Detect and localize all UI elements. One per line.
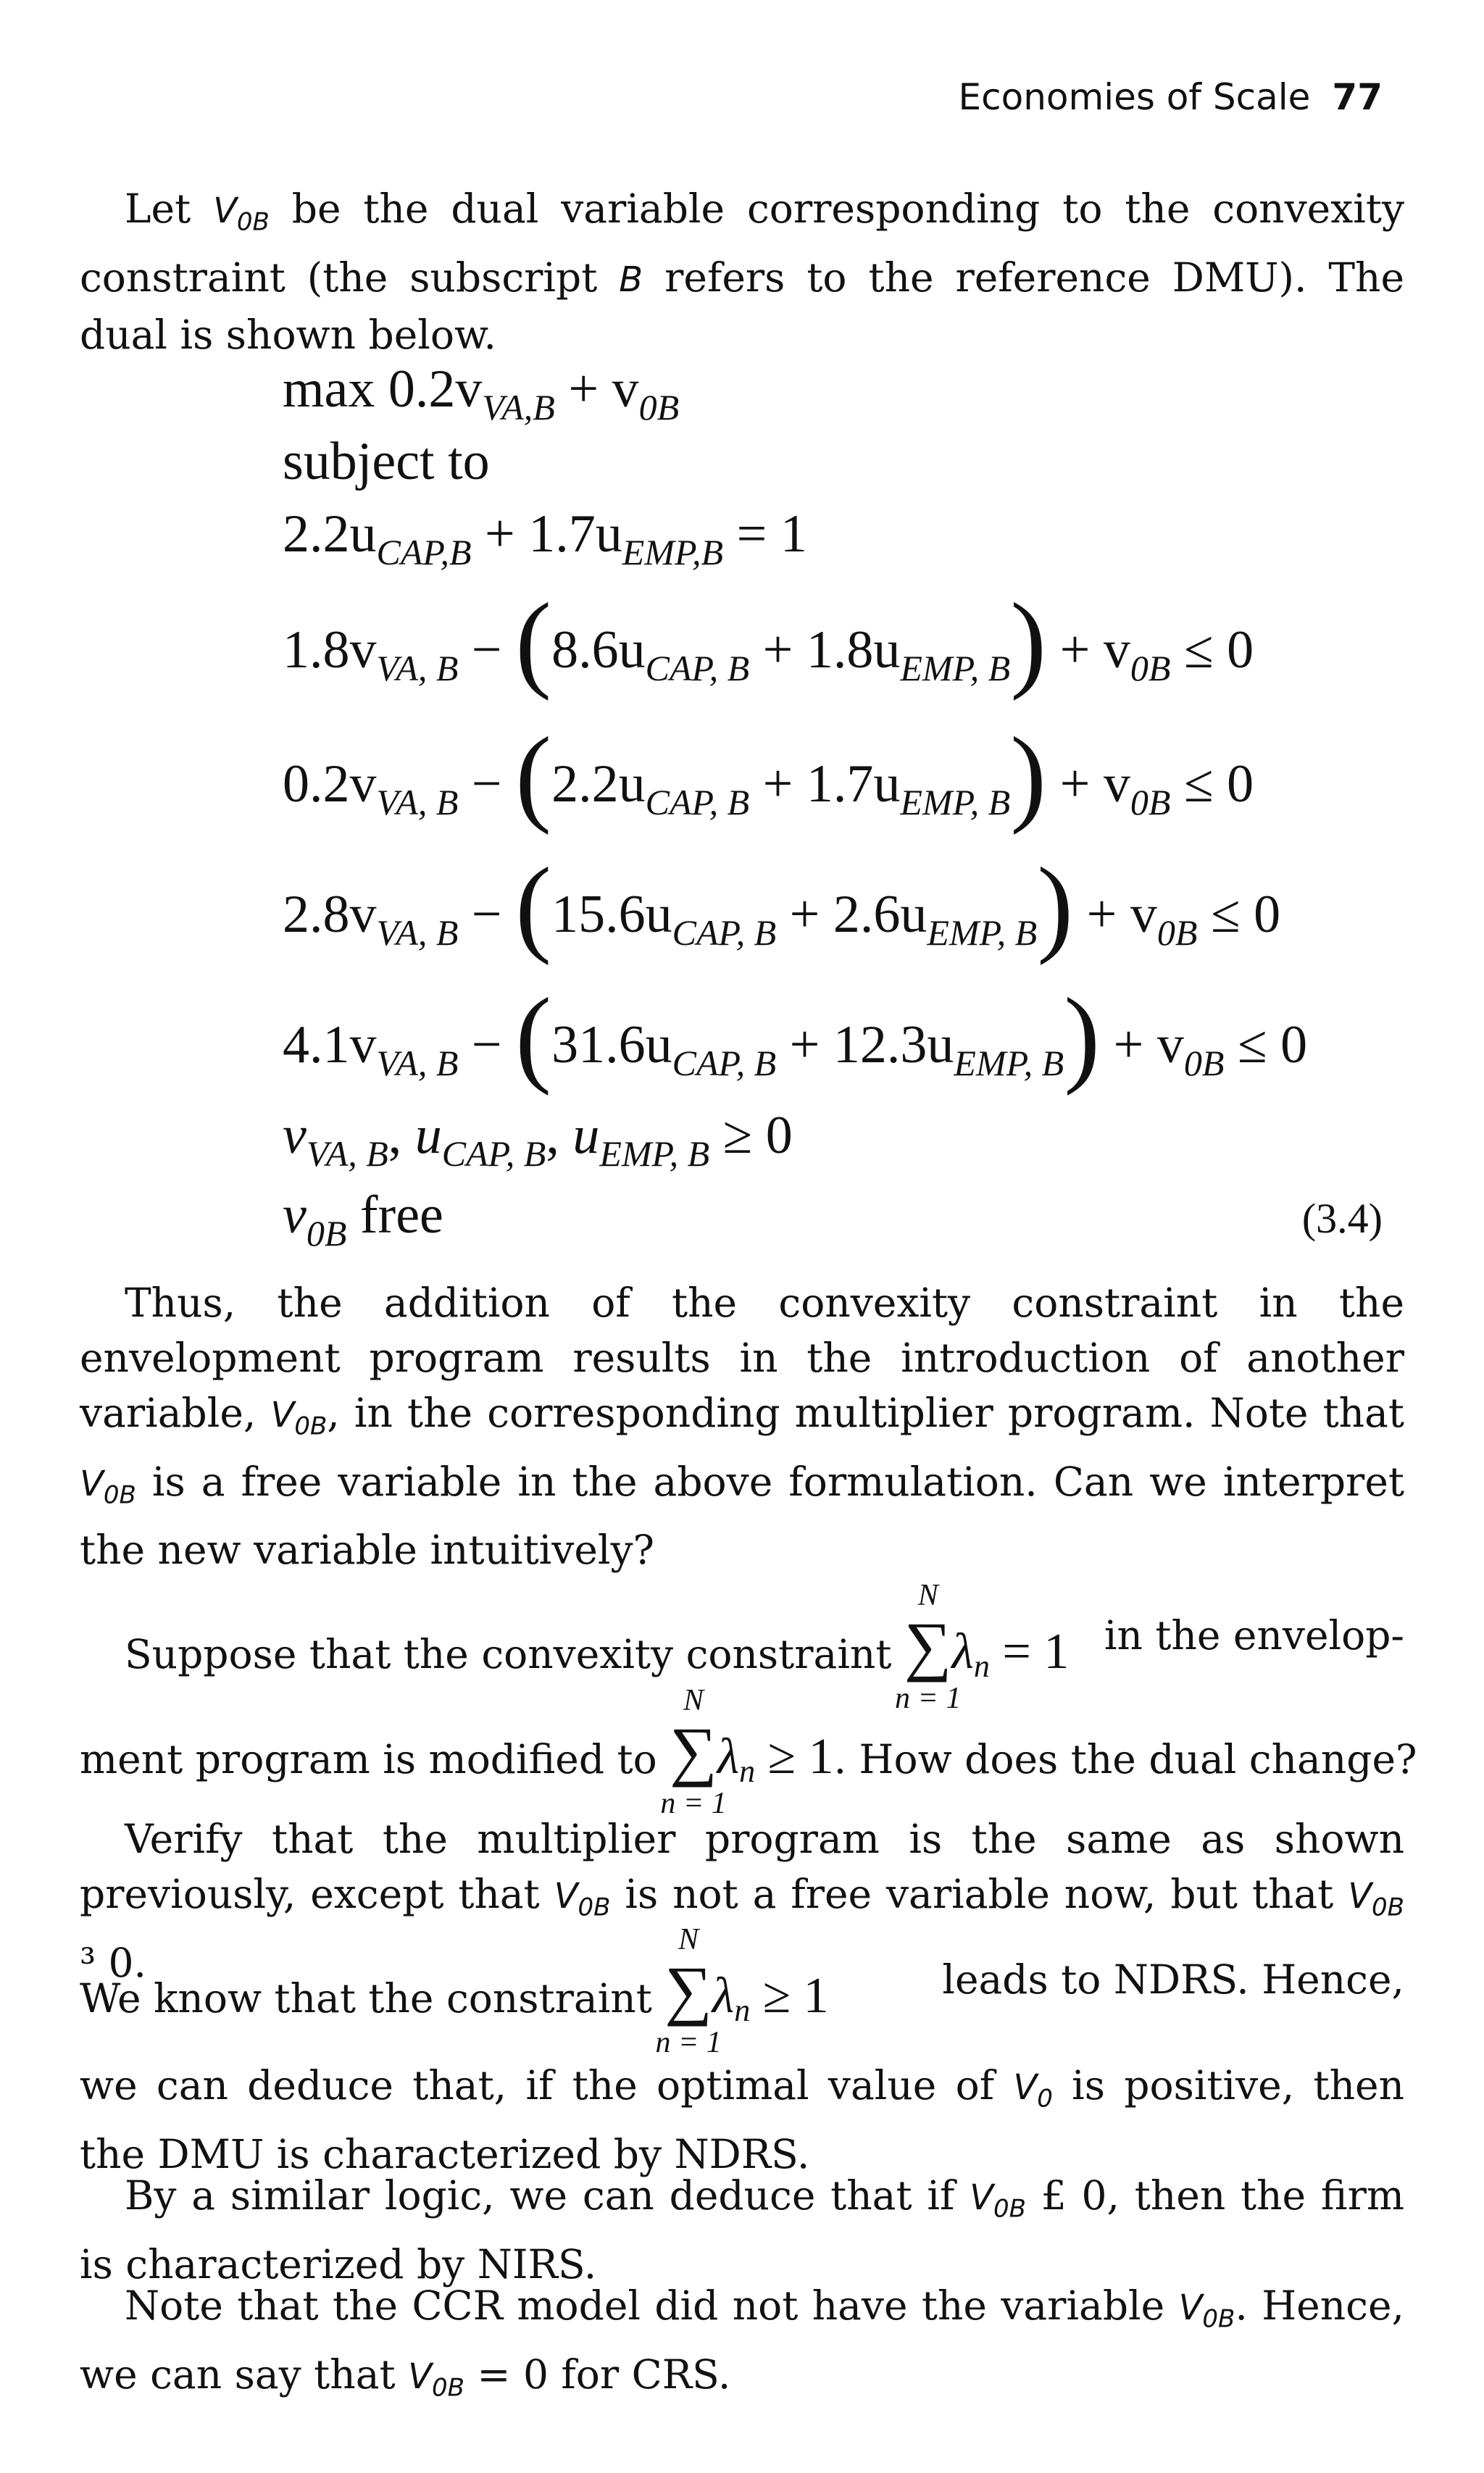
paragraph-convexity-line2: ment program is modified to ∑ N n = 1 $\lambda_n \ge 1$. How does the dual change? — [80, 1684, 1417, 1820]
free-variable-line: $v_{0B}$ free — [283, 1185, 443, 1254]
summation-symbol: ∑ N n = 1 — [660, 1684, 727, 1820]
running-head-title: Economies of Scale — [958, 76, 1311, 118]
constraint-row-1: $1.8v_{VA, B} - (8.6u_{CAP, B} + 1.8u_{EMP, B}) + v_{0B} \le 0$ — [283, 581, 1254, 701]
var-v0b: $V_{0B}$ — [213, 191, 270, 237]
constraint-row-3: $2.8v_{VA, B} - (15.6u_{CAP, B} + 2.6u_{EMP, B}) + v_{0B} \le 0$ — [283, 846, 1281, 966]
paragraph-crs: Note that the CCR model did not have the variable $V_{0B}$. Hence, we can say that $V_{0B} = 0$ for CRS. — [80, 2282, 1404, 2403]
paragraph-ndrs-conclusion: we can deduce that, if the optimal value of $V_0$ is positive, then the DMU is characterized by NDRS. — [80, 2062, 1405, 2177]
nonnegativity-constraint: $v_{VA, B}$, $u_{CAP, B}$, $u_{EMP, B} \ge 0$ — [283, 1106, 793, 1174]
paragraph-ndrs-constraint: We know that the constraint ∑ N n = 1 $\lambda_n \ge 1$ leads to NDRS. Hence, — [80, 1923, 1404, 2059]
summation-symbol: ∑ N n = 1 — [895, 1579, 962, 1715]
running-head — [959, 76, 1383, 118]
subject-to-label: subject to — [283, 432, 490, 491]
paragraph-interpretation: Thus, the addition of the convexity constraint in the envelopment program results in the introduction of another variable, $V_{0B}$, in the corresponding multiplier program. Note that $V_{0B}$ is a free variable in the above formulation. Can we interpret the new variable intuitively? — [80, 1280, 1404, 1574]
paragraph-convexity-line1: Suppose that the convexity constraint ∑ N n = 1 $\lambda_n = 1$ in the envelop- — [125, 1579, 1404, 1715]
paragraph-intro: Let $V_{0B}$ be the dual variable corresponding to the convexity constraint (the subscript B refers to the reference DMU). The dual is shown below. — [80, 185, 1405, 358]
normalization-constraint: $2.2u_{CAP,B} + 1.7u_{EMP,B} = 1$ — [283, 504, 807, 572]
page-number: 77 — [1332, 76, 1383, 118]
constraint-row-2: $0.2v_{VA, B} - (2.2u_{CAP, B} + 1.7u_{EMP, B}) + v_{0B} \le 0$ — [283, 715, 1254, 835]
var-v0b: $V_{0B}$ — [80, 1463, 136, 1510]
paragraph-verify: Verify that the multiplier program is the same as shown previously, except that $V_{0B}$ is not a free variable now, but that $V_{0B}$ ³ 0. — [80, 1816, 1405, 1986]
var-v0b: $V_{0B}$ — [270, 1395, 328, 1441]
constraint-row-4: $4.1v_{VA, B} - (31.6u_{CAP, B} + 12.3u_{EMP, B}) + v_{0B} \le 0$ — [283, 976, 1308, 1096]
paragraph-nirs: By a similar logic, we can deduce that if $V_{0B}$ £ 0, then the firm is characterized by NIRS. — [80, 2172, 1405, 2288]
equation-number: (3.4) — [1301, 1195, 1383, 1242]
objective-function: $\max 0.2v_{VA,B} + v_{0B}$ — [283, 359, 680, 428]
summation-symbol: ∑ N n = 1 — [655, 1923, 722, 2059]
